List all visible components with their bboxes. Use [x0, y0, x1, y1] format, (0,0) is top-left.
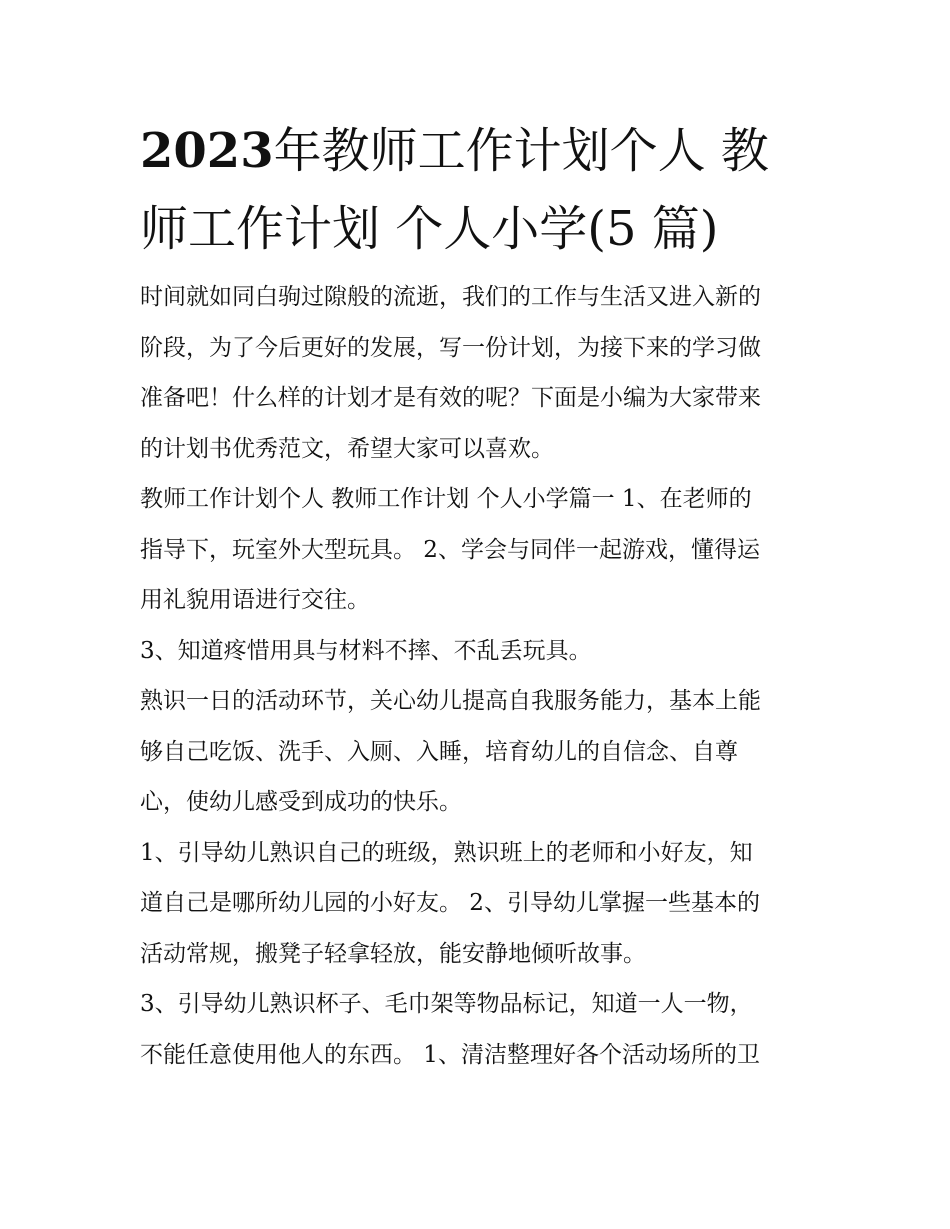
paragraph-item-3 — [140, 626, 820, 677]
paragraph-item-3b — [140, 979, 820, 1080]
title-line-1-text: 年教师工作计划个人 教 — [273, 123, 769, 179]
text-line: 指导下，玩室外大型玩具。 2、学会与同伴一起游戏，懂得运 — [140, 536, 760, 563]
text-line: 用礼貌用语进行交往。 — [140, 587, 370, 613]
text-line: 准备吧！什么样的计划才是有效的呢？下面是小编为大家带来 — [140, 385, 761, 411]
text-line: 时间就如同白驹过隙般的流逝，我们的工作与生活又进入新的 — [140, 284, 761, 310]
text-line: 教师工作计划个人 教师工作计划 个人小学篇一 1、在老师的 — [140, 486, 752, 512]
text-line: 心，使幼儿感受到成功的快乐。 — [140, 789, 462, 815]
text-line: 不能任意使用他人的东西。 1、清洁整理好各个活动场所的卫 — [140, 1041, 760, 1068]
paragraph-intro — [140, 272, 820, 474]
title-line-1 — [140, 112, 820, 190]
text-line: 熟识一日的活动环节，关心幼儿提高自我服务能力，基本上能 — [140, 688, 761, 714]
text-line: 3、知道疼惜用具与材料不摔、不乱丢玩具。 — [140, 637, 592, 664]
text-line: 阶段，为了今后更好的发展，写一份计划，为接下来的学习做 — [140, 334, 761, 361]
text-line: 道自己是哪所幼儿园的小好友。 2、引导幼儿掌握一些基本的 — [140, 890, 760, 916]
document-content — [140, 112, 820, 1080]
title-line-2 — [140, 190, 820, 268]
text-line: 够自己吃饭、洗手、入厕、入睡，培育幼儿的自信念、自尊 — [140, 738, 738, 765]
text-line: 3、引导幼儿熟识杯子、毛巾架等物品标记，知道一人一物， — [140, 991, 753, 1017]
title-line-2-text: 师工作计划 个人小学(5 篇) — [140, 201, 719, 257]
paragraph-section-1 — [140, 474, 820, 626]
paragraph-guidance — [140, 828, 820, 980]
document-body — [140, 272, 820, 1080]
text-line: 1、引导幼儿熟识自己的班级，熟识班上的老师和小好友，知 — [140, 839, 753, 866]
paragraph-daily-routine — [140, 676, 820, 828]
document-title — [140, 112, 820, 268]
text-line: 活动常规，搬凳子轻拿轻放，能安静地倾听故事。 — [140, 940, 646, 967]
text-line: 的计划书优秀范文，希望大家可以喜欢。 — [140, 435, 554, 462]
title-year: 2023 — [140, 123, 274, 179]
